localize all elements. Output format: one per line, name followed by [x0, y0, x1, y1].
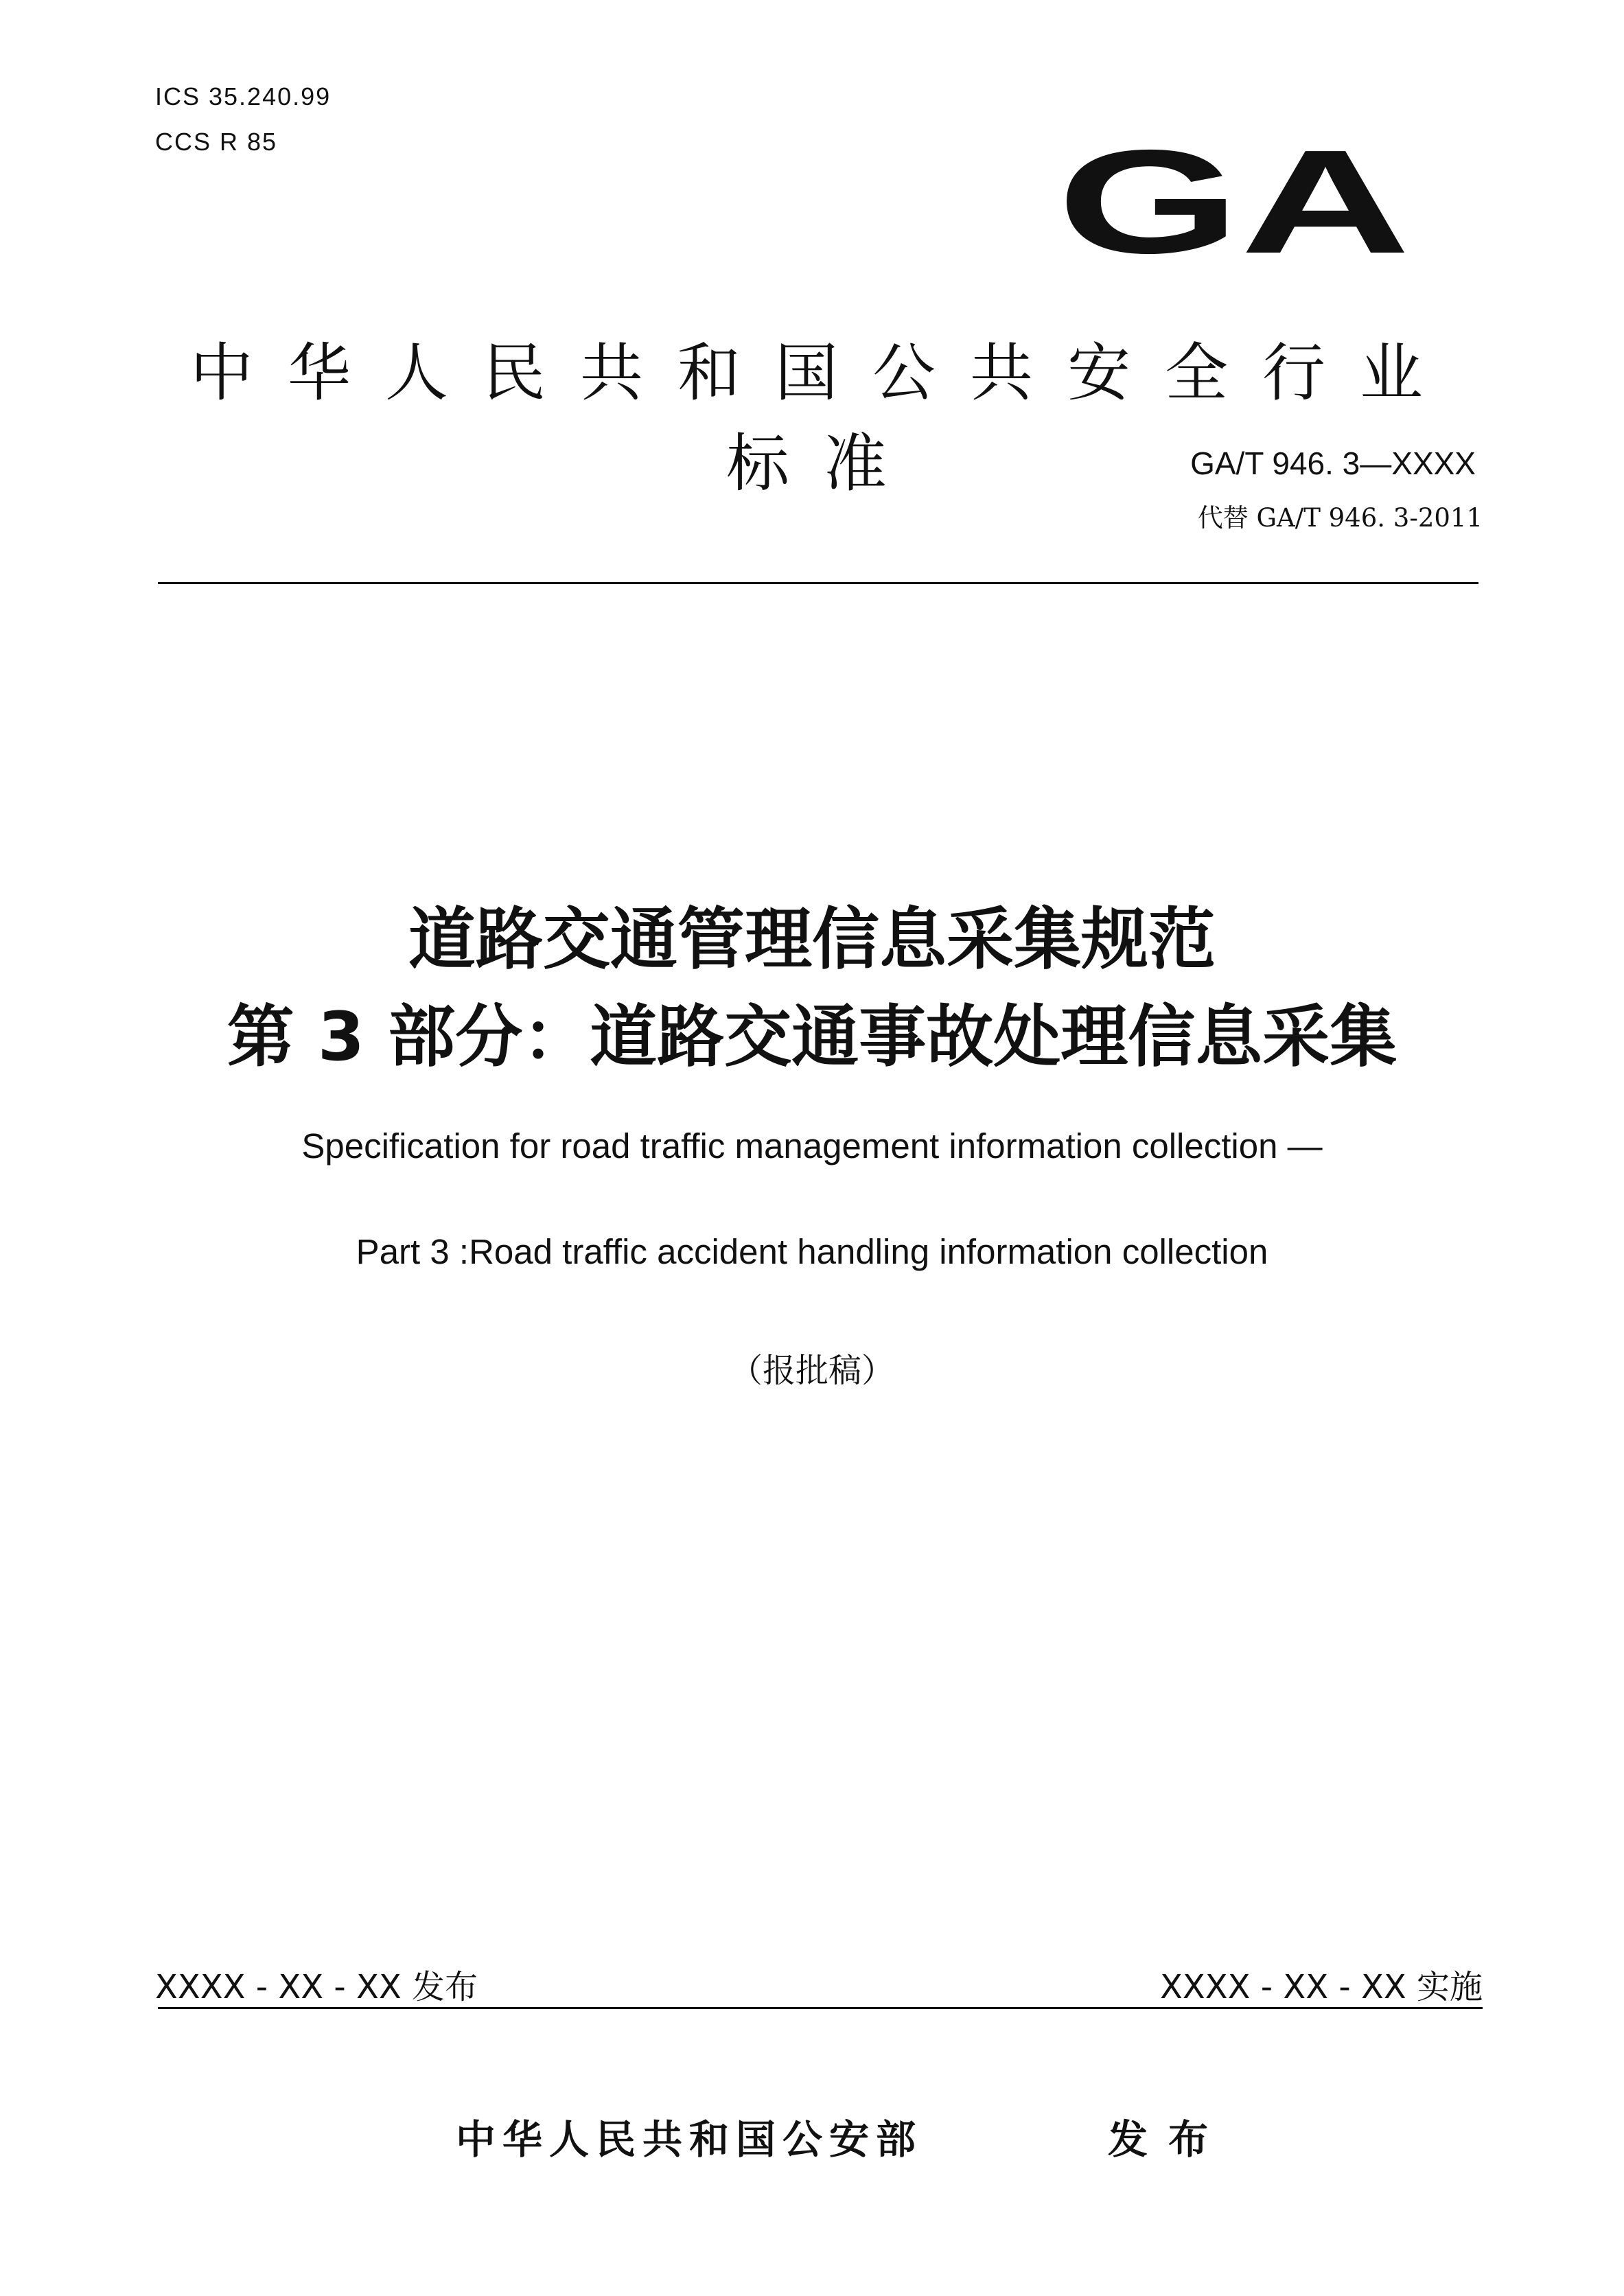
publisher: 中华人民共和国公安部 [456, 2116, 923, 2163]
ga-logo [1057, 137, 1414, 268]
standard-number: GA/T 946. 3—XXXX [1190, 445, 1476, 481]
footer-divider [158, 2007, 1483, 2009]
header-divider [158, 582, 1478, 584]
ics-code: ICS 35.240.99 [155, 82, 332, 111]
title-cn-line2: 第 3 部分：道路交通事故处理信息采集 [227, 998, 1397, 1076]
publish-label: 发布 [1108, 2116, 1229, 2163]
title-cn-line1: 道路交通管理信息采集规范 [408, 901, 1216, 979]
title-en-line2: Part 3 :Road traffic accident handling information collection [356, 1232, 1268, 1271]
issue-date: XXXX - XX - XX 发布 [155, 1968, 478, 2006]
ccs-code: CCS R 85 [155, 128, 278, 156]
title-en-line1: Specification for road traffic management information collection — [301, 1126, 1323, 1166]
implementation-date: XXXX - XX - XX 实施 [1160, 1968, 1483, 2006]
replaces-standard: 代替 GA/T 946. 3-2011 [1197, 503, 1483, 533]
draft-status: （报批稿） [729, 1352, 894, 1390]
industry-standard-title: 中华人民共和国公共安全行业标准 [189, 336, 1457, 500]
ga-logo-text: GA [1057, 137, 1411, 268]
